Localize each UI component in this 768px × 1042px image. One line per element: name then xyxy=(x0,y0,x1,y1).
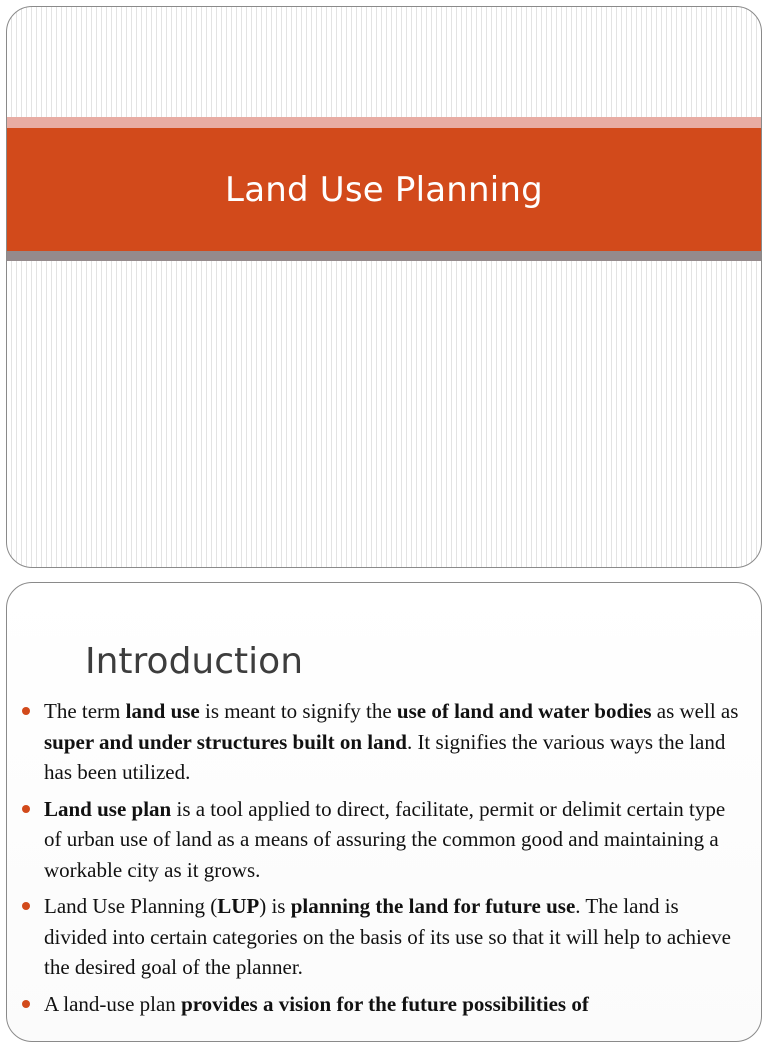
bullet-dot-icon xyxy=(22,1000,30,1008)
bullet-text: as well as xyxy=(651,699,739,723)
bullet-text-bold: provides a vision for the future possibilities of xyxy=(181,991,589,1016)
bullet-text: . The land is divided into certain categories on the basis of its use so that it will help to achieve the desired goal of the planner. xyxy=(44,894,731,979)
bullet-text-bold: LUP xyxy=(217,894,260,918)
bullet-item xyxy=(21,989,741,1020)
bullet-item xyxy=(21,794,741,886)
bullet-text: is a tool applied to direct, facilitate, permit or delimit certain type of urban use of land as a means of assuring the common good and maintaining a workable city as it grows. xyxy=(44,796,726,882)
slide-title: Land Use Planning xyxy=(225,169,543,210)
title-accent-band-bottom xyxy=(7,251,761,261)
bullet-text: ) is xyxy=(259,894,291,918)
bullet-text: is meant to signify the xyxy=(199,699,397,723)
title-band xyxy=(7,128,761,251)
bullet-list xyxy=(21,696,741,1025)
slide-heading: Introduction xyxy=(85,641,304,682)
title-slide xyxy=(6,6,762,568)
bullet-item xyxy=(21,891,741,983)
bullet-text: The term xyxy=(44,699,126,723)
introduction-slide xyxy=(6,582,762,1042)
bullet-dot-icon xyxy=(22,805,30,813)
bullet-text-bold: land use xyxy=(125,699,200,723)
bullet-text: Land Use Planning ( xyxy=(44,894,218,918)
bullet-text-bold: super and under structures built on land xyxy=(44,729,407,754)
bullet-text: . It signifies the various ways the land has been utilized. xyxy=(44,729,726,784)
bullet-text-bold: planning the land for future use xyxy=(290,894,576,918)
bullet-item xyxy=(21,696,741,788)
bullet-dot-icon xyxy=(22,707,30,715)
bullet-text-bold: Land use plan xyxy=(44,796,172,821)
title-accent-band-top xyxy=(7,117,761,128)
bullet-text-bold: use of land and water bodies xyxy=(396,699,652,723)
bullet-text: A land-use plan xyxy=(44,991,182,1016)
bullet-dot-icon xyxy=(22,902,30,910)
